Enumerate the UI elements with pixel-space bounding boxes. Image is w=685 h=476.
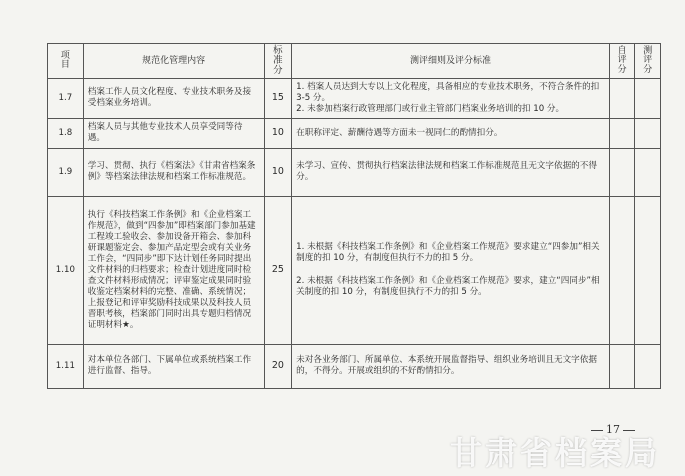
row-content: 档案人员与其他专业技术人员享受同等待遇。 bbox=[83, 118, 264, 148]
self-score-cell[interactable] bbox=[609, 78, 635, 118]
detail-line: 1. 未根据《科技档案工作条例》和《企业档案工作规范》要求建立“四参加”相关制度的扣 10 分，有制度但执行不力的扣 5 分。 bbox=[296, 242, 600, 264]
row-number: 1.11 bbox=[48, 344, 84, 388]
row-score: 10 bbox=[264, 148, 292, 196]
evaluation-table-container bbox=[47, 43, 661, 389]
evaluation-table bbox=[47, 43, 661, 389]
row-detail bbox=[292, 118, 610, 148]
table-row bbox=[48, 118, 661, 148]
detail-line: 2. 未参加档案行政管理部门或行业主管部门档案业务培训的扣 10 分。 bbox=[296, 103, 565, 114]
header-content: 规范化管理内容 bbox=[83, 44, 264, 79]
table-header-row bbox=[48, 44, 661, 79]
row-detail bbox=[292, 344, 610, 388]
self-score-cell[interactable] bbox=[609, 344, 635, 388]
row-content: 对本单位各部门、下属单位或系统档案工作进行监督、指导。 bbox=[83, 344, 264, 388]
detail-line: 未对各业务部门、所属单位、本系统开展监督指导、组织业务培训且无文字依据的，不得分。开展或组织的不好酌情扣分。 bbox=[296, 355, 597, 377]
row-content: 档案工作人员文化程度、专业技术职务及接受档案业务培训。 bbox=[83, 78, 264, 118]
review-score-cell[interactable] bbox=[635, 118, 661, 148]
review-score-cell[interactable] bbox=[635, 344, 661, 388]
row-detail bbox=[292, 78, 610, 118]
watermark-text: 甘肃省档案局 bbox=[450, 434, 661, 472]
row-content: 学习、贯彻、执行《档案法》《甘肃省档案条例》等档案法律法规和档案工作标准规范。 bbox=[83, 148, 264, 196]
detail-line: 未学习、宣传、贯彻执行档案法律法规和档案工作标准规范且无文字依据的不得分。 bbox=[296, 161, 597, 183]
self-score-cell[interactable] bbox=[609, 196, 635, 344]
detail-line: 1. 档案人员达到大专以上文化程度，具备相应的专业技术职务，不符合条件的扣 3-5 分。 bbox=[296, 81, 600, 103]
self-score-cell[interactable] bbox=[609, 118, 635, 148]
review-score-cell[interactable] bbox=[635, 148, 661, 196]
header-self-score: 自评分 bbox=[609, 44, 635, 79]
detail-line: 在职称评定、薪酬待遇等方面未一视同仁的酌情扣分。 bbox=[296, 127, 503, 138]
row-score: 15 bbox=[264, 78, 292, 118]
row-content: 执行《科技档案工作条例》和《企业档案工作规范》，做到“四参加”即档案部门参加基建工程竣工验收会、参加设备开箱会、参加科研课题鉴定会、参加产品定型会或有关业务工作会，“四同步”即下达计划任务同时提出文件材料的归档要求；检查计划进度同时检查文件材料形成情况；评审鉴定成果同时验收鉴定档案材料的完整、准确、系统情况；上报登记和评审奖励科技成果以及科技人员晋职考核，档案部门同时出具专题归档情况证明材料★。 bbox=[83, 196, 264, 344]
row-detail bbox=[292, 148, 610, 196]
row-number: 1.9 bbox=[48, 148, 84, 196]
row-score: 25 bbox=[264, 196, 292, 344]
table-row bbox=[48, 344, 661, 388]
row-score: 20 bbox=[264, 344, 292, 388]
header-item-no: 项目 bbox=[48, 44, 84, 79]
detail-line: 2. 未根据《科技档案工作条例》和《企业档案工作规范》要求，建立“四同步”相关制度的扣 10 分，有制度但执行不力的扣 5 分。 bbox=[296, 276, 600, 298]
header-detail: 测评细则及评分标准 bbox=[292, 44, 610, 79]
page-number-text: 17 bbox=[606, 423, 620, 436]
table-row bbox=[48, 148, 661, 196]
review-score-cell[interactable] bbox=[635, 78, 661, 118]
header-standard-score: 标准分 bbox=[264, 44, 292, 79]
table-row bbox=[48, 78, 661, 118]
row-number: 1.7 bbox=[48, 78, 84, 118]
row-detail bbox=[292, 196, 610, 344]
row-score: 10 bbox=[264, 118, 292, 148]
self-score-cell[interactable] bbox=[609, 148, 635, 196]
table-row bbox=[48, 196, 661, 344]
row-number: 1.8 bbox=[48, 118, 84, 148]
review-score-cell[interactable] bbox=[635, 196, 661, 344]
header-review-score: 测评分 bbox=[635, 44, 661, 79]
row-number: 1.10 bbox=[48, 196, 84, 344]
